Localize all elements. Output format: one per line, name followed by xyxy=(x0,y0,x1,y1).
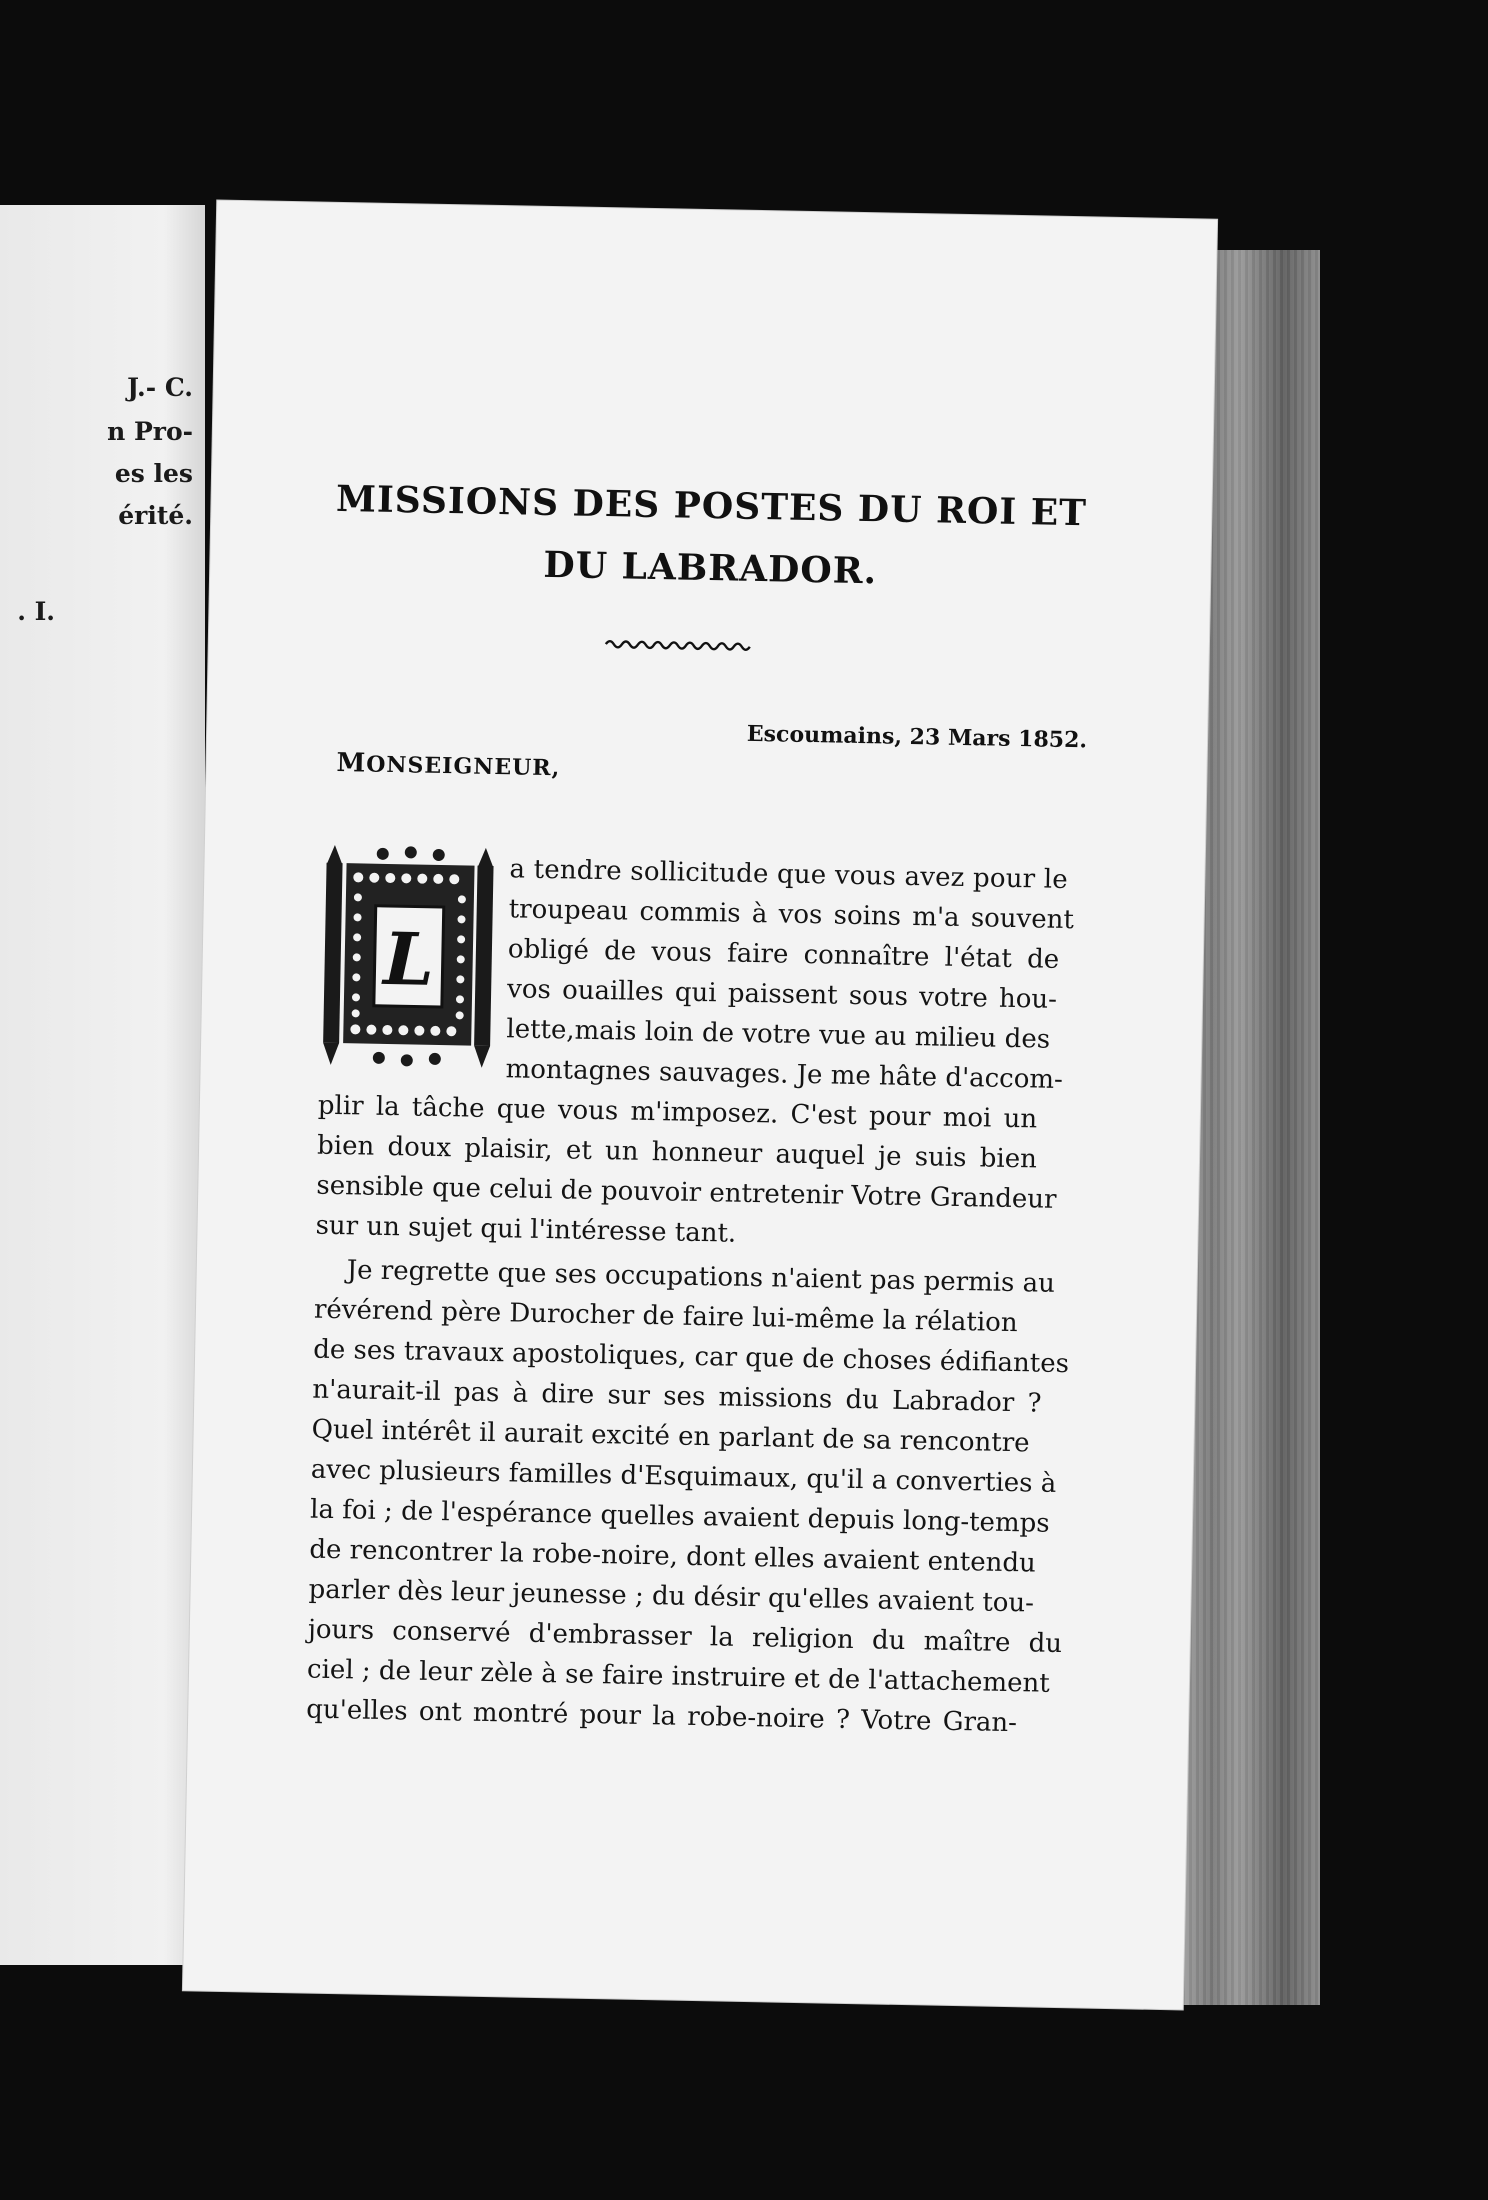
text-line: plir la tâche que vous m'imposez. C'est pour moi un xyxy=(317,1090,1038,1135)
text-line: Je regrette que ses occupations n'aient pas permis au xyxy=(346,1255,1056,1299)
dateline: Escoumains, 23 Mars 1852. xyxy=(746,720,1088,754)
ornate-dropcap-icon xyxy=(319,843,498,1071)
title-line-2: DU LABRADOR. xyxy=(543,543,878,593)
book-page xyxy=(183,201,1217,2010)
text-line: obligé de vous faire connaître l'état de xyxy=(507,934,1060,975)
left-page-line: . I. xyxy=(17,597,55,626)
text-line: sensible que celui de pouvoir entretenir Votre Grandeur xyxy=(316,1170,1057,1215)
text-line: bien doux plaisir, et un honneur auquel je suis bien xyxy=(316,1130,1038,1175)
salutation-initial: M xyxy=(336,747,367,779)
text-line: ciel ; de leur zèle à se faire instruire et de l'attachement xyxy=(306,1654,1050,1699)
text-line: a tendre sollicitude que vous avez pour le xyxy=(509,854,1069,896)
text-line: troupeau commis à vos soins m'a souvent xyxy=(508,894,1075,936)
text-line: vos ouailles qui paissent sous votre hou- xyxy=(506,974,1058,1015)
page-title xyxy=(320,468,1102,607)
left-page-fragment xyxy=(0,205,205,1965)
title-line-1: MISSIONS DES POSTES DU ROI ET xyxy=(335,477,1088,535)
wavy-rule-ornament xyxy=(604,633,754,658)
left-page-line: J.- C. xyxy=(127,373,193,402)
text-line: n'aurait-il pas à dire sur ses missions du Labrador ? xyxy=(312,1374,1042,1419)
text-line: sur un sujet qui l'intéresse tant. xyxy=(315,1210,737,1249)
text-line: Quel intérêt il aurait excité en parlant de sa rencontre xyxy=(311,1414,1030,1459)
text-line: qu'elles ont montré pour la robe-noire ? Votre Gran- xyxy=(306,1694,1018,1739)
text-line: lette,mais loin de votre vue au milieu des xyxy=(506,1014,1051,1055)
text-line: montagnes sauvages. Je me hâte d'accom- xyxy=(505,1054,1064,1095)
left-page-line: n Pro- xyxy=(107,417,193,446)
dropcap-letter: L xyxy=(382,915,435,1002)
text-line: jours conservé d'embrasser la religion du maître du xyxy=(307,1614,1063,1660)
text-line: de ses travaux apostoliques, car que de choses édifiantes xyxy=(312,1334,1070,1380)
text-line: de rencontrer la robe-noire, dont elles avaient entendu xyxy=(309,1534,1037,1579)
text-line: parler dès leur jeunesse ; du désir qu'elles avaient tou- xyxy=(308,1574,1035,1619)
salutation xyxy=(336,748,560,782)
text-line: avec plusieurs familles d'Esquimaux, qu'il a converties à xyxy=(310,1454,1057,1499)
text-line: révérend père Durocher de faire lui-même la rélation xyxy=(313,1294,1018,1339)
text-line: la foi ; de l'espérance quelles avaient depuis long-temps xyxy=(309,1494,1050,1539)
left-page-line: es les xyxy=(114,459,193,488)
salutation-rest: ONSEIGNEUR, xyxy=(366,751,561,782)
left-page-line: érité. xyxy=(118,501,193,530)
